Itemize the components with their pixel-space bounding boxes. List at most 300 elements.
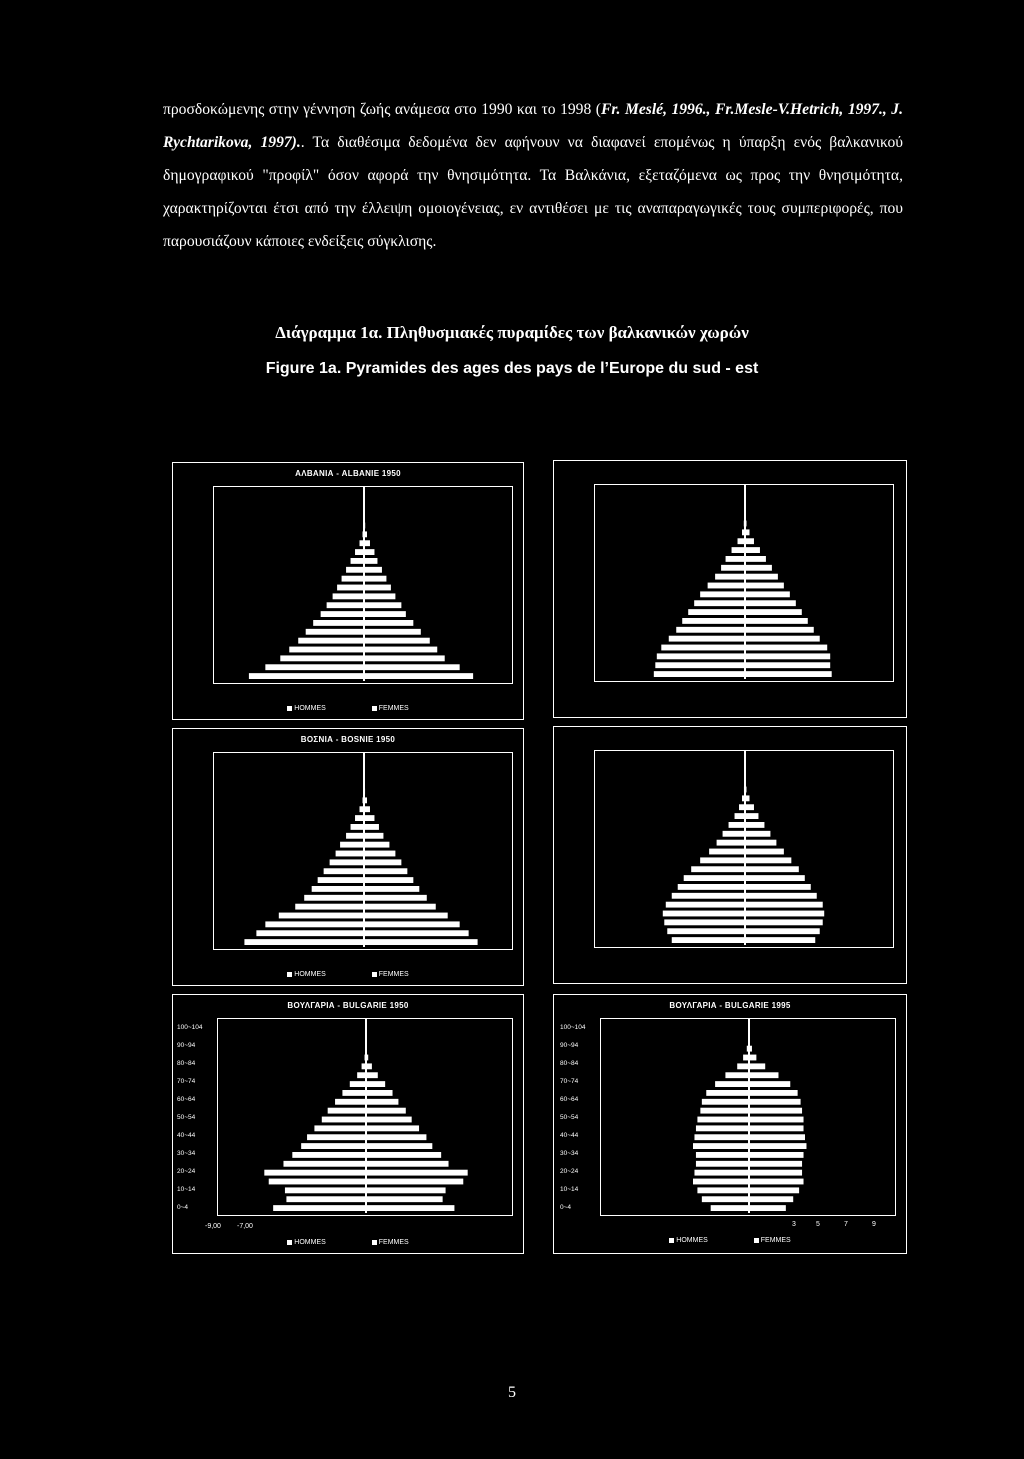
bar-women xyxy=(366,1187,446,1193)
bar-men xyxy=(330,859,364,865)
legend-women-swatch xyxy=(372,706,377,711)
age-axis xyxy=(177,1019,217,1215)
bar-women xyxy=(745,547,760,553)
age-label: 10~14 xyxy=(177,1186,196,1193)
panel-title: ΒΟΣΝΙΑ - BOSNIE 1950 xyxy=(300,735,396,744)
bar-men xyxy=(312,886,364,892)
bar-men xyxy=(696,1161,749,1167)
bar-women xyxy=(749,1161,802,1167)
bar-women xyxy=(364,629,421,635)
bar-women xyxy=(745,778,746,784)
pyramid-svg xyxy=(214,487,514,685)
bar-women xyxy=(749,1063,765,1069)
bar-men xyxy=(694,600,745,606)
bar-women xyxy=(745,529,749,535)
bar-women xyxy=(364,833,383,839)
bar-women xyxy=(364,664,460,670)
bar-men xyxy=(729,822,745,828)
bar-men xyxy=(725,1072,749,1078)
bar-men xyxy=(365,1055,366,1061)
legend-women-label: FEMMES xyxy=(760,1237,791,1244)
bar-women xyxy=(364,797,367,803)
bar-men xyxy=(351,558,364,564)
bar-women xyxy=(364,806,370,812)
bar-women xyxy=(366,1063,372,1069)
bar-women xyxy=(364,789,365,795)
bar-women xyxy=(749,1187,799,1193)
legend-women-swatch xyxy=(372,1240,377,1245)
age-axis xyxy=(560,1019,600,1215)
bar-women xyxy=(364,647,437,653)
age-label: 30~34 xyxy=(177,1150,196,1157)
bar-men xyxy=(735,813,745,819)
bar-men xyxy=(292,1152,366,1158)
bar-men xyxy=(327,602,364,608)
bar-women xyxy=(749,1125,804,1131)
bar-men xyxy=(738,538,745,544)
pyramid-svg xyxy=(214,753,514,951)
bar-men xyxy=(314,1125,366,1131)
bar-women xyxy=(745,512,746,518)
bar-men xyxy=(295,904,364,910)
pyramid-plot xyxy=(600,1018,896,1216)
bar-women xyxy=(366,1134,426,1140)
bar-men xyxy=(684,875,745,881)
paragraph-citations: Fr. Meslé, 1996., Fr.Mesle-V.Hetrich, 1997., J. Rychtarikova, 1997). xyxy=(163,101,903,151)
bar-men xyxy=(744,521,745,527)
bar-men xyxy=(723,831,745,837)
bar-men xyxy=(285,1187,366,1193)
age-label: 0~4 xyxy=(177,1204,189,1211)
bar-men xyxy=(702,1099,749,1105)
bar-men xyxy=(360,806,364,812)
bar-women xyxy=(364,620,413,626)
bar-women xyxy=(364,576,386,582)
bar-women xyxy=(745,636,820,642)
legend-women xyxy=(372,971,409,978)
bar-women xyxy=(745,840,776,846)
bar-women xyxy=(745,609,802,615)
pyramid-svg xyxy=(601,1019,897,1217)
legend-men-swatch xyxy=(669,1238,674,1243)
bar-women xyxy=(745,538,754,544)
age-label: 50~54 xyxy=(560,1114,579,1121)
bar-men xyxy=(726,556,745,562)
bar-women xyxy=(364,531,367,537)
bar-men xyxy=(350,1081,366,1087)
bar-women xyxy=(364,877,413,883)
bar-women xyxy=(366,1179,463,1185)
bar-men xyxy=(363,797,364,803)
bar-men xyxy=(265,664,364,670)
bar-women xyxy=(364,886,419,892)
bar-men xyxy=(743,1055,749,1061)
bar-women xyxy=(745,928,820,934)
x-tick-label: -9,00 xyxy=(205,1223,221,1230)
age-label: 50~54 xyxy=(177,1114,196,1121)
bar-women xyxy=(745,787,746,793)
bar-men xyxy=(742,795,745,801)
bar-men xyxy=(709,849,745,855)
bar-men xyxy=(732,547,745,553)
bar-men xyxy=(664,919,745,925)
bar-men xyxy=(363,523,364,529)
bar-men xyxy=(737,1063,749,1069)
bar-men xyxy=(363,531,364,537)
bar-men xyxy=(691,866,745,872)
bar-women xyxy=(749,1072,778,1078)
age-label: 60~64 xyxy=(177,1096,196,1103)
bar-men xyxy=(715,574,745,580)
legend-men-swatch xyxy=(287,1240,292,1245)
bar-women xyxy=(364,540,370,546)
age-label: 100~104 xyxy=(177,1024,203,1031)
bar-women xyxy=(745,591,790,597)
bar-women xyxy=(364,549,374,555)
bar-women xyxy=(745,919,823,925)
bar-men xyxy=(655,662,745,668)
bar-men xyxy=(342,1090,366,1096)
bar-men xyxy=(717,840,745,846)
bar-women xyxy=(366,1046,367,1052)
bar-men xyxy=(351,824,364,830)
legend-men-label: HOMMES xyxy=(294,705,326,712)
legend-women xyxy=(372,705,409,712)
panel-title: ΒΟΥΛΓΑΡΙΑ - BULGARIE 1995 xyxy=(669,1001,791,1010)
bar-men xyxy=(301,1143,366,1149)
bar-women xyxy=(364,638,430,644)
legend xyxy=(173,705,523,712)
legend-women-label: FEMMES xyxy=(378,971,409,978)
bar-men xyxy=(739,804,745,810)
bar-women xyxy=(364,558,377,564)
bar-women xyxy=(745,911,824,917)
pyramid-plot xyxy=(213,486,513,684)
legend-men xyxy=(669,1237,708,1244)
bar-men xyxy=(298,638,364,644)
bar-men xyxy=(304,895,364,901)
bar-men xyxy=(654,671,745,677)
bar-women xyxy=(745,795,749,801)
bar-men xyxy=(702,1196,749,1202)
bar-men xyxy=(265,921,364,927)
bar-women xyxy=(749,1117,804,1123)
legend-men xyxy=(287,705,326,712)
bar-women xyxy=(745,583,784,589)
bar-men xyxy=(346,567,364,573)
bar-men xyxy=(693,1179,749,1185)
bar-women xyxy=(364,611,406,617)
bar-men xyxy=(256,930,364,936)
bar-women xyxy=(366,1143,432,1149)
bar-men xyxy=(747,1046,749,1052)
bar-men xyxy=(269,1179,366,1185)
bar-men xyxy=(667,928,745,934)
legend-women xyxy=(754,1237,791,1244)
pyramid-svg xyxy=(218,1019,514,1217)
bar-women xyxy=(745,521,746,527)
bar-women xyxy=(745,866,799,872)
legend-men-label: HOMMES xyxy=(676,1237,708,1244)
bar-men xyxy=(279,913,364,919)
legend-men xyxy=(287,971,326,978)
bar-men xyxy=(672,893,745,899)
bar-men xyxy=(355,549,364,555)
legend-women-label: FEMMES xyxy=(378,705,409,712)
bar-men xyxy=(355,815,364,821)
pyramid-plot xyxy=(594,484,894,682)
x-tick-label: 3 xyxy=(792,1221,796,1228)
bar-women xyxy=(364,851,395,857)
bar-women xyxy=(745,884,811,890)
legend-men-swatch xyxy=(287,972,292,977)
bar-women xyxy=(749,1170,802,1176)
pyramid-plot xyxy=(217,1018,513,1216)
bar-men xyxy=(676,627,745,633)
bar-men xyxy=(693,1143,749,1149)
bar-women xyxy=(364,842,389,848)
bar-men xyxy=(280,655,364,661)
bar-women xyxy=(745,813,758,819)
legend-women xyxy=(372,1239,409,1246)
bar-women xyxy=(366,1196,443,1202)
bar-women xyxy=(749,1081,790,1087)
panel-title: ΒΟΥΛΓΑΡΙΑ - BULGARIE 1950 xyxy=(287,1001,409,1010)
legend-women-swatch xyxy=(754,1238,759,1243)
bar-women xyxy=(745,822,764,828)
legend xyxy=(554,1237,906,1244)
bar-men xyxy=(700,857,745,863)
pyramid-plot xyxy=(213,752,513,950)
bar-women xyxy=(366,1161,449,1167)
pyramid-plot xyxy=(594,750,894,948)
bar-women xyxy=(749,1099,801,1105)
age-label: 60~64 xyxy=(560,1096,579,1103)
age-label: 40~44 xyxy=(177,1132,196,1139)
bar-men xyxy=(666,902,745,908)
bar-men xyxy=(694,1170,749,1176)
bar-men xyxy=(321,611,364,617)
bar-men xyxy=(672,937,745,943)
bar-men xyxy=(328,1108,366,1114)
bar-women xyxy=(364,673,473,679)
age-label: 80~84 xyxy=(560,1060,579,1067)
bar-men xyxy=(721,565,745,571)
bar-women xyxy=(745,627,814,633)
bar-men xyxy=(273,1205,366,1211)
bar-men xyxy=(333,593,364,599)
bar-men xyxy=(696,1125,749,1131)
bar-women xyxy=(745,556,766,562)
bar-men xyxy=(306,629,364,635)
bar-men xyxy=(307,1134,366,1140)
bar-women xyxy=(364,815,374,821)
bar-women xyxy=(749,1143,806,1149)
age-label: 40~44 xyxy=(560,1132,579,1139)
bar-women xyxy=(749,1179,804,1185)
bar-women xyxy=(364,593,395,599)
bar-women xyxy=(366,1072,378,1078)
bar-women xyxy=(364,567,382,573)
bar-men xyxy=(362,1063,366,1069)
bar-men xyxy=(663,911,745,917)
pyramid-panel-bulgaria-1950 xyxy=(172,994,524,1254)
bar-women xyxy=(745,902,823,908)
bar-men xyxy=(697,1117,749,1123)
bar-women xyxy=(749,1046,752,1052)
bar-men xyxy=(318,877,364,883)
bar-women xyxy=(366,1099,398,1105)
bar-women xyxy=(366,1205,454,1211)
bar-men xyxy=(335,1099,366,1105)
bar-women xyxy=(745,645,827,651)
legend-men xyxy=(287,1239,326,1246)
legend xyxy=(173,971,523,978)
legend-women-swatch xyxy=(372,972,377,977)
bar-men xyxy=(264,1170,366,1176)
legend xyxy=(173,1239,523,1246)
bar-men xyxy=(313,620,364,626)
bar-women xyxy=(745,849,784,855)
age-label: 30~34 xyxy=(560,1150,579,1157)
bar-women xyxy=(745,662,830,668)
bar-women xyxy=(745,653,830,659)
bar-women xyxy=(364,859,401,865)
bar-men xyxy=(286,1196,366,1202)
bar-men xyxy=(365,1046,366,1052)
legend-men-label: HOMMES xyxy=(294,971,326,978)
paragraph-text-2: . Τα διαθέσιμα δεδομένα δεν αφήνουν να διαφανεί επομένως η ύπαρξη ενός βαλκανικού δημογραφικού "προφίλ" όσον αφορά την θνησιμότητα. Τα Βαλκάνια, εξεταζόμενα ως προς την θνησιμότητα, χαρακτηρίζονται έτσι από την έλλειψη ομοιογένειας, εν αντιθέσει με τις αναπαραγωγικές τους συμπεριφορές, που παρουσιάζουν κάποιες ενδείξεις σύγκλισης. xyxy=(163,134,903,250)
legend-women-label: FEMMES xyxy=(378,1239,409,1246)
bar-men xyxy=(678,884,745,890)
figure-caption-french: Figure 1a. Pyramides des ages des pays de l’Europe du sud - est xyxy=(265,360,759,377)
panel-title: ΑΛΒΑΝΙΑ - ALBANIE 1950 xyxy=(295,469,401,478)
age-label: 20~24 xyxy=(177,1168,196,1175)
bar-men xyxy=(337,585,364,591)
bar-men xyxy=(283,1161,366,1167)
bar-men xyxy=(700,591,745,597)
bar-men xyxy=(661,645,745,651)
page-number: 5 xyxy=(508,1384,516,1401)
bar-women xyxy=(366,1152,441,1158)
bar-men xyxy=(742,529,745,535)
age-label: 100~104 xyxy=(560,1024,586,1031)
bar-women xyxy=(366,1055,368,1061)
age-label: 70~74 xyxy=(560,1078,579,1085)
bar-women xyxy=(366,1117,412,1123)
bar-men xyxy=(711,1205,749,1211)
bar-women xyxy=(364,655,445,661)
pyramid-panel-bosnia-1950 xyxy=(172,728,524,986)
pyramid-panel-bulgaria-1995 xyxy=(553,994,907,1254)
bar-women xyxy=(745,600,796,606)
legend-men-label: HOMMES xyxy=(294,1239,326,1246)
bar-women xyxy=(749,1090,798,1096)
bar-women xyxy=(749,1196,793,1202)
bar-women xyxy=(366,1090,393,1096)
bar-women xyxy=(366,1081,385,1087)
bar-men xyxy=(708,583,745,589)
figure-caption-greek: Διάγραμμα 1α. Πληθυσμιακές πυραμίδες των βαλκανικών χωρών xyxy=(275,323,749,342)
bar-women xyxy=(364,602,401,608)
bar-women xyxy=(749,1134,805,1140)
bar-women xyxy=(745,565,772,571)
pyramid-svg xyxy=(595,751,895,949)
bar-men xyxy=(363,789,364,795)
bar-men xyxy=(324,868,364,874)
age-label: 20~24 xyxy=(560,1168,579,1175)
bar-men xyxy=(700,1108,749,1114)
bar-men xyxy=(696,1152,749,1158)
bar-women xyxy=(364,930,469,936)
bar-women xyxy=(364,523,365,529)
x-tick-label: 7 xyxy=(844,1221,848,1228)
bar-women xyxy=(745,831,770,837)
bar-women xyxy=(745,893,817,899)
bar-men xyxy=(346,833,364,839)
x-tick-label: 9 xyxy=(872,1221,876,1228)
bar-women xyxy=(745,671,832,677)
bar-women xyxy=(749,1152,804,1158)
bar-women xyxy=(745,857,791,863)
bar-men xyxy=(748,1037,749,1043)
bar-women xyxy=(364,904,436,910)
bar-men xyxy=(697,1187,749,1193)
bar-women xyxy=(745,574,778,580)
paragraph-text-1: προσδοκώμενης στην γέννηση ζωής ανάμεσα στο 1990 και το 1998 ( xyxy=(163,101,601,118)
bar-men xyxy=(342,576,364,582)
bar-women xyxy=(749,1037,750,1043)
bar-women xyxy=(364,895,427,901)
bar-women xyxy=(366,1125,419,1131)
bar-men xyxy=(688,609,745,615)
x-tick-label: 5 xyxy=(816,1221,820,1228)
bar-women xyxy=(364,921,460,927)
bar-women xyxy=(749,1108,802,1114)
bar-women xyxy=(366,1170,468,1176)
pyramid-panel-albania-1950 xyxy=(172,462,524,720)
bar-men xyxy=(244,939,364,945)
bar-men xyxy=(694,1134,749,1140)
bar-women xyxy=(364,585,391,591)
bar-women xyxy=(364,824,379,830)
x-tick-label: -7,00 xyxy=(237,1223,253,1230)
bar-men xyxy=(322,1117,366,1123)
pyramid-svg xyxy=(595,485,895,683)
pyramid-panel-top-right xyxy=(553,460,907,718)
legend-men-swatch xyxy=(287,706,292,711)
bar-men xyxy=(669,636,745,642)
bar-men xyxy=(744,787,745,793)
age-label: 90~94 xyxy=(560,1042,579,1049)
bar-men xyxy=(357,1072,366,1078)
bar-men xyxy=(289,647,364,653)
pyramid-panel-middle-right xyxy=(553,726,907,984)
bar-men xyxy=(340,842,364,848)
bar-women xyxy=(745,618,808,624)
age-label: 70~74 xyxy=(177,1078,196,1085)
bar-men xyxy=(360,540,364,546)
bar-men xyxy=(682,618,745,624)
bar-women xyxy=(745,937,815,943)
bar-women xyxy=(749,1205,786,1211)
body-paragraph xyxy=(163,93,903,258)
bar-men xyxy=(336,851,364,857)
age-label: 90~94 xyxy=(177,1042,196,1049)
bar-women xyxy=(745,875,805,881)
age-label: 10~14 xyxy=(560,1186,579,1193)
bar-women xyxy=(364,913,448,919)
